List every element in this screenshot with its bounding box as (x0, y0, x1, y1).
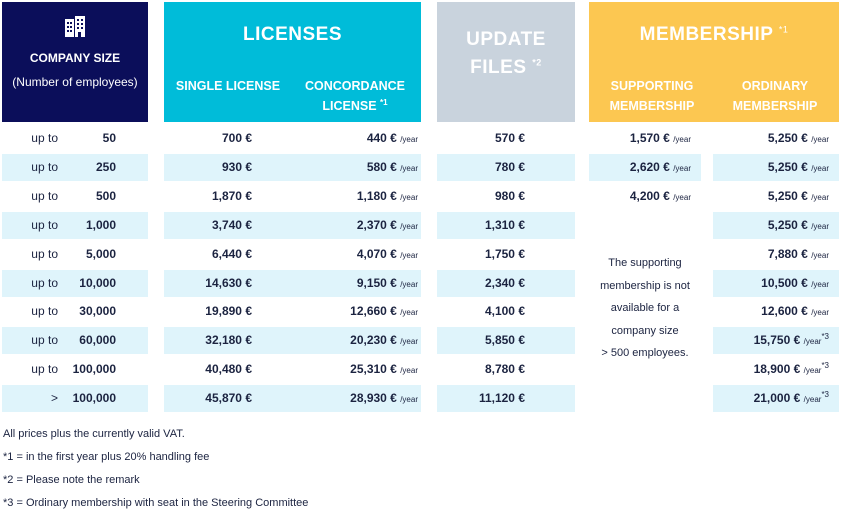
company-size: 10,000 (79, 276, 116, 290)
company-size: 60,000 (79, 333, 116, 347)
ordinary-membership-label: ORDINARY MEMBERSHIP (732, 79, 818, 113)
concordance-license-price: 12,660 € /year (350, 304, 418, 318)
update-files-title: UPDATE FILES $^{*2}$ (466, 29, 546, 78)
company-size: 100,000 (72, 362, 116, 376)
concordance-license-price: 580 € /year (366, 160, 418, 174)
size-prefix: up to (31, 276, 58, 290)
update-files-price: 5,850 € (484, 333, 525, 347)
footnote-mark: *1 (380, 97, 388, 107)
ordinary-membership-price: 21,000 € /year$^{*3}$ (753, 390, 829, 405)
single-license-price: 32,180 € (205, 333, 252, 347)
update-files-price: 1,310 € (484, 218, 525, 232)
company-size-title: COMPANY SIZE (29, 51, 121, 65)
footnote-1: *1 = in the first year plus 20% handling fee (3, 451, 210, 463)
company-size: 5,000 (85, 247, 116, 261)
ordinary-membership-price: 5,250 € /year (767, 160, 829, 174)
supporting-membership-price: 1,570 € /year (629, 131, 691, 145)
company-size: 500 (95, 189, 116, 203)
company-size: 50 (102, 131, 116, 145)
concordance-license-price: 1,180 € /year (356, 189, 418, 203)
update-files-price: 1,750 € (484, 247, 525, 261)
concordance-license-price: 9,150 € /year (356, 276, 418, 290)
footnote-2: *2 = Please note the remark (3, 474, 140, 486)
concordance-license-price: 25,310 € /year (350, 362, 418, 376)
update-files-price: 2,340 € (484, 276, 525, 290)
size-prefix: up to (31, 333, 58, 347)
single-license-label: SINGLE LICENSE (175, 79, 281, 93)
update-files-price: 11,120 € (478, 391, 525, 405)
size-prefix: up to (31, 160, 58, 174)
single-license-price: 700 € (221, 131, 252, 145)
membership-title: MEMBERSHIP $^{*1}$ (639, 24, 789, 45)
single-license-price: 45,870 € (205, 391, 252, 405)
update-files-price: 570 € (494, 131, 525, 145)
company-size-subtitle: (Number of employees) (12, 75, 138, 89)
ordinary-membership-price: 5,250 € /year (767, 218, 829, 232)
concordance-license-price: 440 € /year (366, 131, 418, 145)
single-license-price: 3,740 € (211, 218, 252, 232)
company-size: 1,000 (85, 218, 116, 232)
single-license-price: 930 € (221, 160, 252, 174)
company-size: 100,000 (72, 391, 116, 405)
single-license-price: 19,890 € (205, 304, 252, 318)
licenses-header (164, 2, 421, 122)
concordance-license-price: 4,070 € /year (356, 247, 418, 261)
update-files-price: 780 € (494, 160, 525, 174)
company-size-header (2, 2, 148, 122)
ordinary-membership-price: 18,900 € /year$^{*3}$ (753, 361, 829, 376)
update-files-price: 8,780 € (484, 362, 525, 376)
size-prefix: up to (31, 304, 58, 318)
footnote-3: *3 = Ordinary membership with seat in the Steering Committee (3, 497, 309, 509)
concordance-license-price: 20,230 € /year (350, 333, 418, 347)
footnote-mark: *2 (532, 57, 542, 68)
footnote-mark: *1 (778, 24, 789, 35)
single-license-price: 40,480 € (205, 362, 252, 376)
size-prefix: up to (31, 131, 58, 145)
single-license-price: 14,630 € (205, 276, 252, 290)
ordinary-membership-price: 5,250 € /year (767, 131, 829, 145)
concordance-license-label: CONCORDANCE LICENSE $^{*1}$ (305, 79, 405, 113)
size-prefix: > (50, 391, 58, 405)
ordinary-membership-price: 12,600 € /year (761, 304, 829, 318)
supporting-membership-price: 2,620 € /year (629, 160, 691, 174)
licenses-title: LICENSES (242, 24, 343, 45)
update-files-price: 4,100 € (484, 304, 525, 318)
size-prefix: up to (31, 218, 58, 232)
supporting-membership-price: 4,200 € /year (629, 189, 691, 203)
single-license-price: 1,870 € (211, 189, 252, 203)
size-prefix: up to (31, 247, 58, 261)
supporting-unavailable-note: The supporting membership is not available for a company size > 500 employees. (600, 257, 690, 359)
ordinary-membership-price: 10,500 € /year (761, 276, 829, 290)
ordinary-membership-price: 7,880 € /year (767, 247, 829, 261)
size-prefix: up to (31, 362, 58, 376)
building-icon (64, 16, 86, 38)
company-size: 30,000 (79, 304, 116, 318)
membership-header (589, 2, 839, 122)
single-license-price: 6,440 € (211, 247, 252, 261)
update-files-price: 980 € (494, 189, 525, 203)
size-prefix: up to (31, 189, 58, 203)
vat-note: All prices plus the currently valid VAT. (3, 428, 185, 440)
ordinary-membership-price: 15,750 € /year$^{*3}$ (753, 332, 829, 347)
supporting-membership-label: SUPPORTING MEMBERSHIP (609, 79, 695, 113)
concordance-license-price: 28,930 € /year (350, 391, 418, 405)
ordinary-membership-price: 5,250 € /year (767, 189, 829, 203)
concordance-license-price: 2,370 € /year (356, 218, 418, 232)
update-files-header (437, 2, 575, 122)
company-size: 250 (95, 160, 116, 174)
